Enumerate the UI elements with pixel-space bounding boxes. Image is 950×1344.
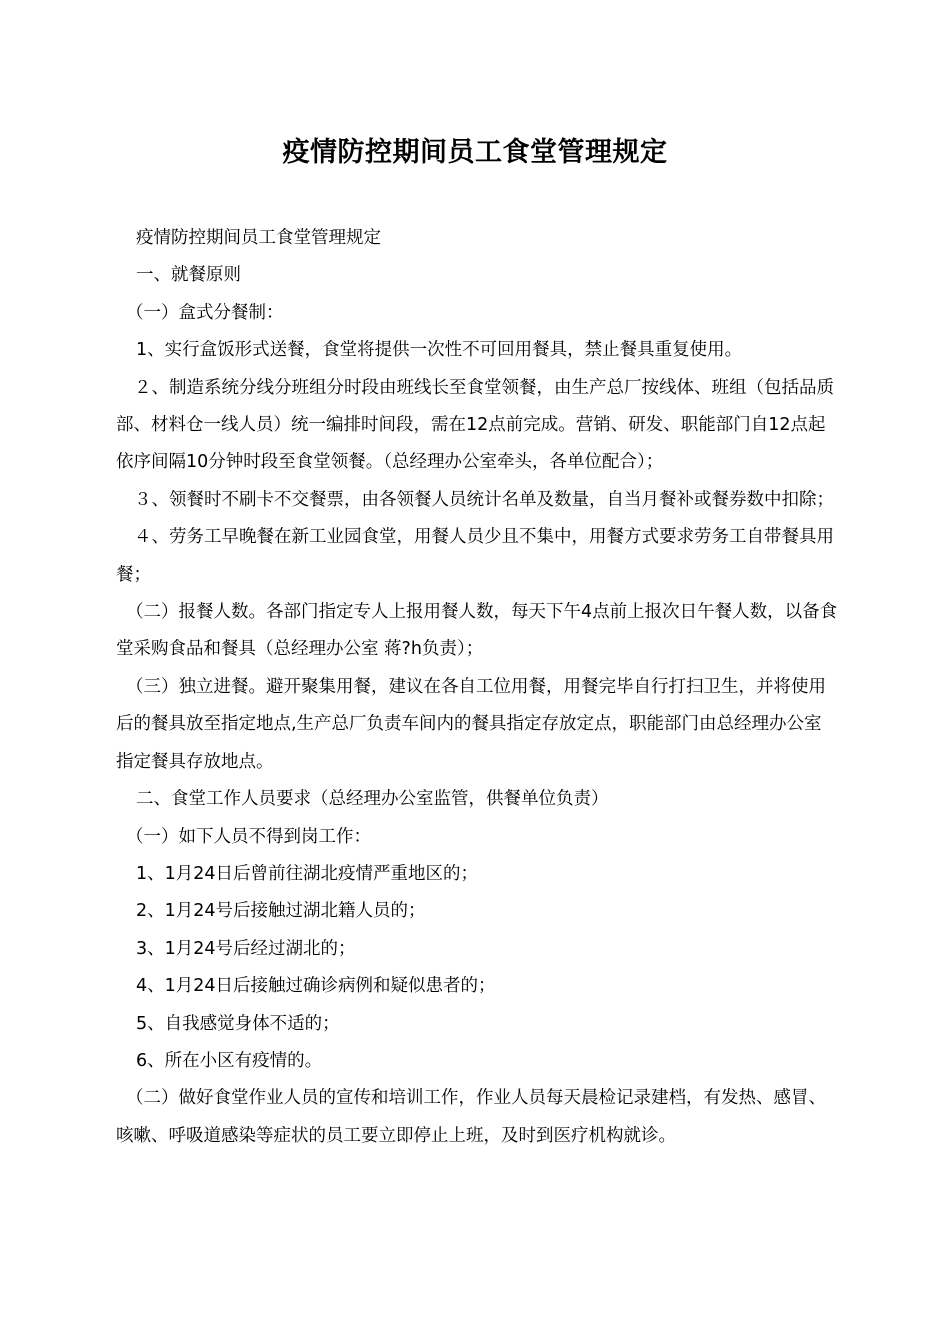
- list-item-2: ２、制造系统分线分班组分时段由班线长至食堂领餐，由生产总厂按线体、班组（包括品质部、材料仓一线人员）统一编排时间段，需在12点前完成。营销、研发、职能部门自12点起依序间隔10分钟时段至食堂领餐。（总经理办公室牵头，各单位配合）；: [116, 377, 834, 473]
- section-one-heading: 一、就餐原则: [136, 265, 241, 286]
- section-two-heading: 二、食堂工作人员要求（总经理办公室监管，供餐单位负责）: [136, 789, 609, 810]
- subsection-meal-report: （二）报餐人数。各部门指定专人上报用餐人数，每天下午4点前上报次日午餐人数，以备食堂采购食品和餐具（总经理办公室 蒋?h负责）；: [116, 602, 838, 660]
- document-body: [116, 220, 838, 1155]
- subsection-independent-dining: （三）独立进餐。避开聚集用餐，建议在各自工位用餐，用餐完毕自行打扫卫生，并将使用后的餐具放至指定地点,生产总厂负责车间内的餐具指定存放定点，职能部门由总经理办公室指定餐具存放地点。: [116, 676, 826, 772]
- exclusion-item-6: 6、所在小区有疫情的。: [136, 1050, 323, 1071]
- exclusion-item-4: 4、1月24日后接触过确诊病例和疑似患者的；: [136, 976, 496, 997]
- paragraph-heading-repeat: 疫情防控期间员工食堂管理规定: [136, 228, 381, 248]
- subsection-staff-exclusion: （一）如下人员不得到岗工作：: [126, 826, 371, 847]
- exclusion-item-1: 1、1月24日后曾前往湖北疫情严重地区的；: [136, 863, 479, 884]
- list-item-1: 1、实行盒饭形式送餐，食堂将提供一次性不可回用餐具，禁止餐具重复使用。: [136, 340, 743, 361]
- document-title: 疫情防控期间员工食堂管理规定: [282, 137, 668, 168]
- exclusion-item-2: 2、1月24号后接触过湖北籍人员的；: [136, 901, 426, 922]
- exclusion-item-5: 5、自我感觉身体不适的；: [136, 1013, 340, 1034]
- subsection-boxed-meals: （一）盒式分餐制：: [126, 302, 284, 323]
- list-item-4: ４、劳务工早晚餐在新工业园食堂，用餐人员少且不集中，用餐方式要求劳务工自带餐具用餐；: [116, 527, 834, 585]
- exclusion-item-3: 3、1月24号后经过湖北的；: [136, 938, 356, 959]
- subsection-staff-training: （二）做好食堂作业人员的宣传和培训工作，作业人员每天晨检记录建档，有发热、感冒、咳嗽、呼吸道感染等症状的员工要立即停止上班，及时到医疗机构就诊。: [116, 1088, 826, 1146]
- list-item-3: ３、领餐时不刷卡不交餐票，由各领餐人员统计名单及数量，自当月餐补或餐券数中扣除；: [134, 489, 834, 510]
